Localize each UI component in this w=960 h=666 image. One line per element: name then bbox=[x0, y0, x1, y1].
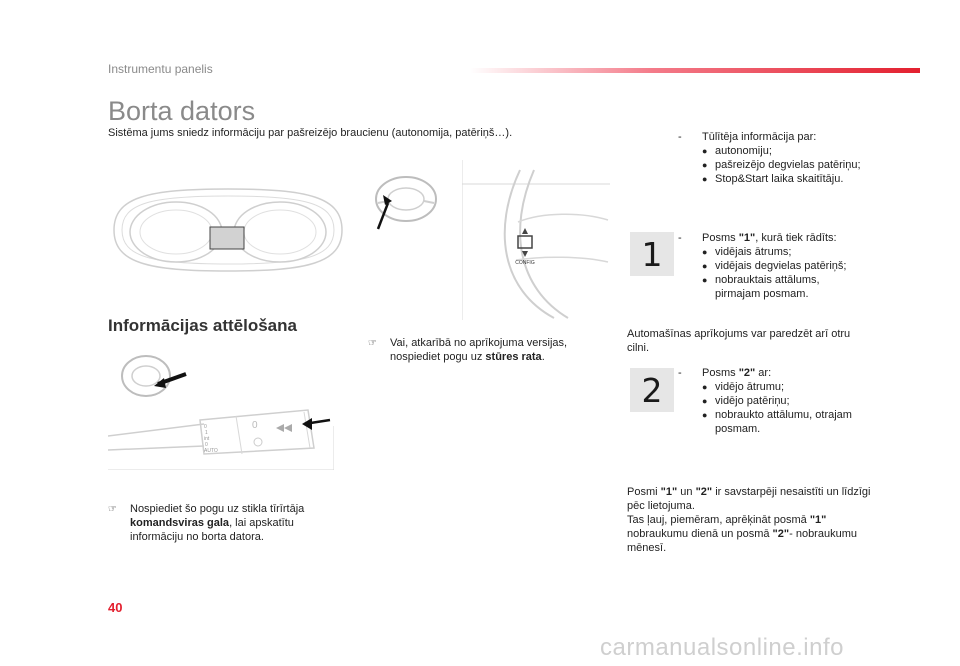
page-number: 40 bbox=[108, 600, 123, 615]
footer-text: - nobraukumu mēnesī. bbox=[627, 528, 857, 554]
wheel-instruction-bold: stūres rata bbox=[485, 351, 542, 363]
stalk-label-auto: AUTO bbox=[204, 448, 218, 454]
footer-bold: "1" bbox=[660, 486, 678, 498]
trip-1-lead-bold: "1" bbox=[738, 232, 756, 244]
watermark: carmanualsonline.info bbox=[600, 634, 844, 661]
footer-bold: "1" bbox=[809, 514, 827, 526]
instant-info-lead: Tūlītēja informācija par: bbox=[702, 131, 817, 143]
section-label: Instrumentu panelis bbox=[108, 62, 213, 76]
stalk-instruction-bold: komandsviras gala bbox=[130, 517, 230, 529]
trip-2-lead: Posms bbox=[702, 367, 736, 379]
trip-2-number-box: 2 bbox=[630, 368, 674, 412]
trip-2-lead-suffix: ar: bbox=[755, 367, 772, 379]
wheel-instruction-text: Vai, atkarībā no aprīkojuma versijas, nospiediet pogu uz bbox=[390, 337, 568, 363]
footer-text: nobraukumu dienā un posmā bbox=[627, 528, 770, 540]
stalk-label-int: int bbox=[204, 436, 210, 442]
trip-2-lead-bold: "2" bbox=[738, 367, 756, 379]
stalk-instruction-text: Nospiediet šo pogu uz stikla tīrīrtāja bbox=[130, 503, 305, 515]
config-button-label: CONFIG bbox=[515, 260, 535, 266]
steering-wheel-detail-illustration bbox=[462, 160, 610, 320]
trip-1-number-box: 1 bbox=[630, 232, 674, 276]
footer-text: ir savstarpēji nesaistīti un līdzīgi pēc lietojuma. bbox=[627, 486, 871, 512]
stalk-label-0: 0 bbox=[204, 424, 207, 430]
list-item: ● nobraukto attālumu, otrajam posmam. bbox=[702, 408, 855, 436]
list-item: ● vidējo ātrumu; bbox=[702, 380, 908, 394]
wiper-stalk-illustration bbox=[108, 398, 334, 470]
list-item: ● nobrauktais attālums, pirmajam posmam. bbox=[702, 273, 860, 301]
dash: - bbox=[678, 232, 682, 244]
equipment-note: Automašīnas aprīkojums var paredzēt arī otru cilni. bbox=[627, 328, 851, 354]
stalk-instruction bbox=[108, 502, 318, 544]
footer-text: Tas ļauj, piemēram, aprēķināt posmā bbox=[627, 514, 807, 526]
list-item: ● autonomiju; bbox=[702, 144, 908, 158]
trip-1-block bbox=[678, 231, 908, 301]
subheading: Informācijas attēlošana bbox=[108, 316, 297, 335]
svg-text:0: 0 bbox=[252, 420, 258, 431]
footer-text: Posmi bbox=[627, 486, 658, 498]
trip-2-block bbox=[678, 366, 908, 436]
intro-text: Sistēma jums sniedz informāciju par pašreizējo braucienu (autonomija, patēriņš…). bbox=[108, 127, 513, 139]
dash: - bbox=[678, 367, 682, 379]
page-title: Borta dators bbox=[108, 96, 256, 126]
instrument-cluster-illustration bbox=[108, 185, 348, 275]
list-item: ● Stop&Start laika skaitītāju. bbox=[702, 172, 908, 186]
list-item: ● vidējo patēriņu; bbox=[702, 394, 908, 408]
wheel-instruction-suffix: . bbox=[541, 351, 545, 363]
hand-pointer-icon: ☞ bbox=[368, 338, 377, 349]
list-item: ● vidējais degvielas patēriņš; bbox=[702, 259, 908, 273]
trip-1-lead-suffix: , kurā tiek rādīts: bbox=[755, 232, 837, 244]
stalk-instruction-suffix: , lai apskatītu informāciju no borta datora. bbox=[130, 517, 294, 543]
stalk-label-0b: 0 bbox=[205, 442, 208, 448]
list-item: ● vidējais ātrums; bbox=[702, 245, 908, 259]
stalk-label-1: 1 bbox=[205, 430, 208, 436]
footer-bold: "2" bbox=[695, 486, 713, 498]
hand-pointer-icon: ☞ bbox=[108, 504, 117, 515]
wheel-instruction bbox=[368, 336, 583, 364]
footer-text: un bbox=[680, 486, 693, 498]
header-rule bbox=[470, 68, 920, 73]
trips-explanation bbox=[627, 485, 875, 555]
instant-info-block bbox=[678, 130, 908, 186]
footer-bold: "2" bbox=[772, 528, 790, 540]
trip-1-lead: Posms bbox=[702, 232, 736, 244]
list-item: ● pašreizējo degvielas patēriņu; bbox=[702, 158, 908, 172]
dash: - bbox=[678, 131, 682, 143]
steering-wheel-thumbnail bbox=[370, 173, 442, 233]
